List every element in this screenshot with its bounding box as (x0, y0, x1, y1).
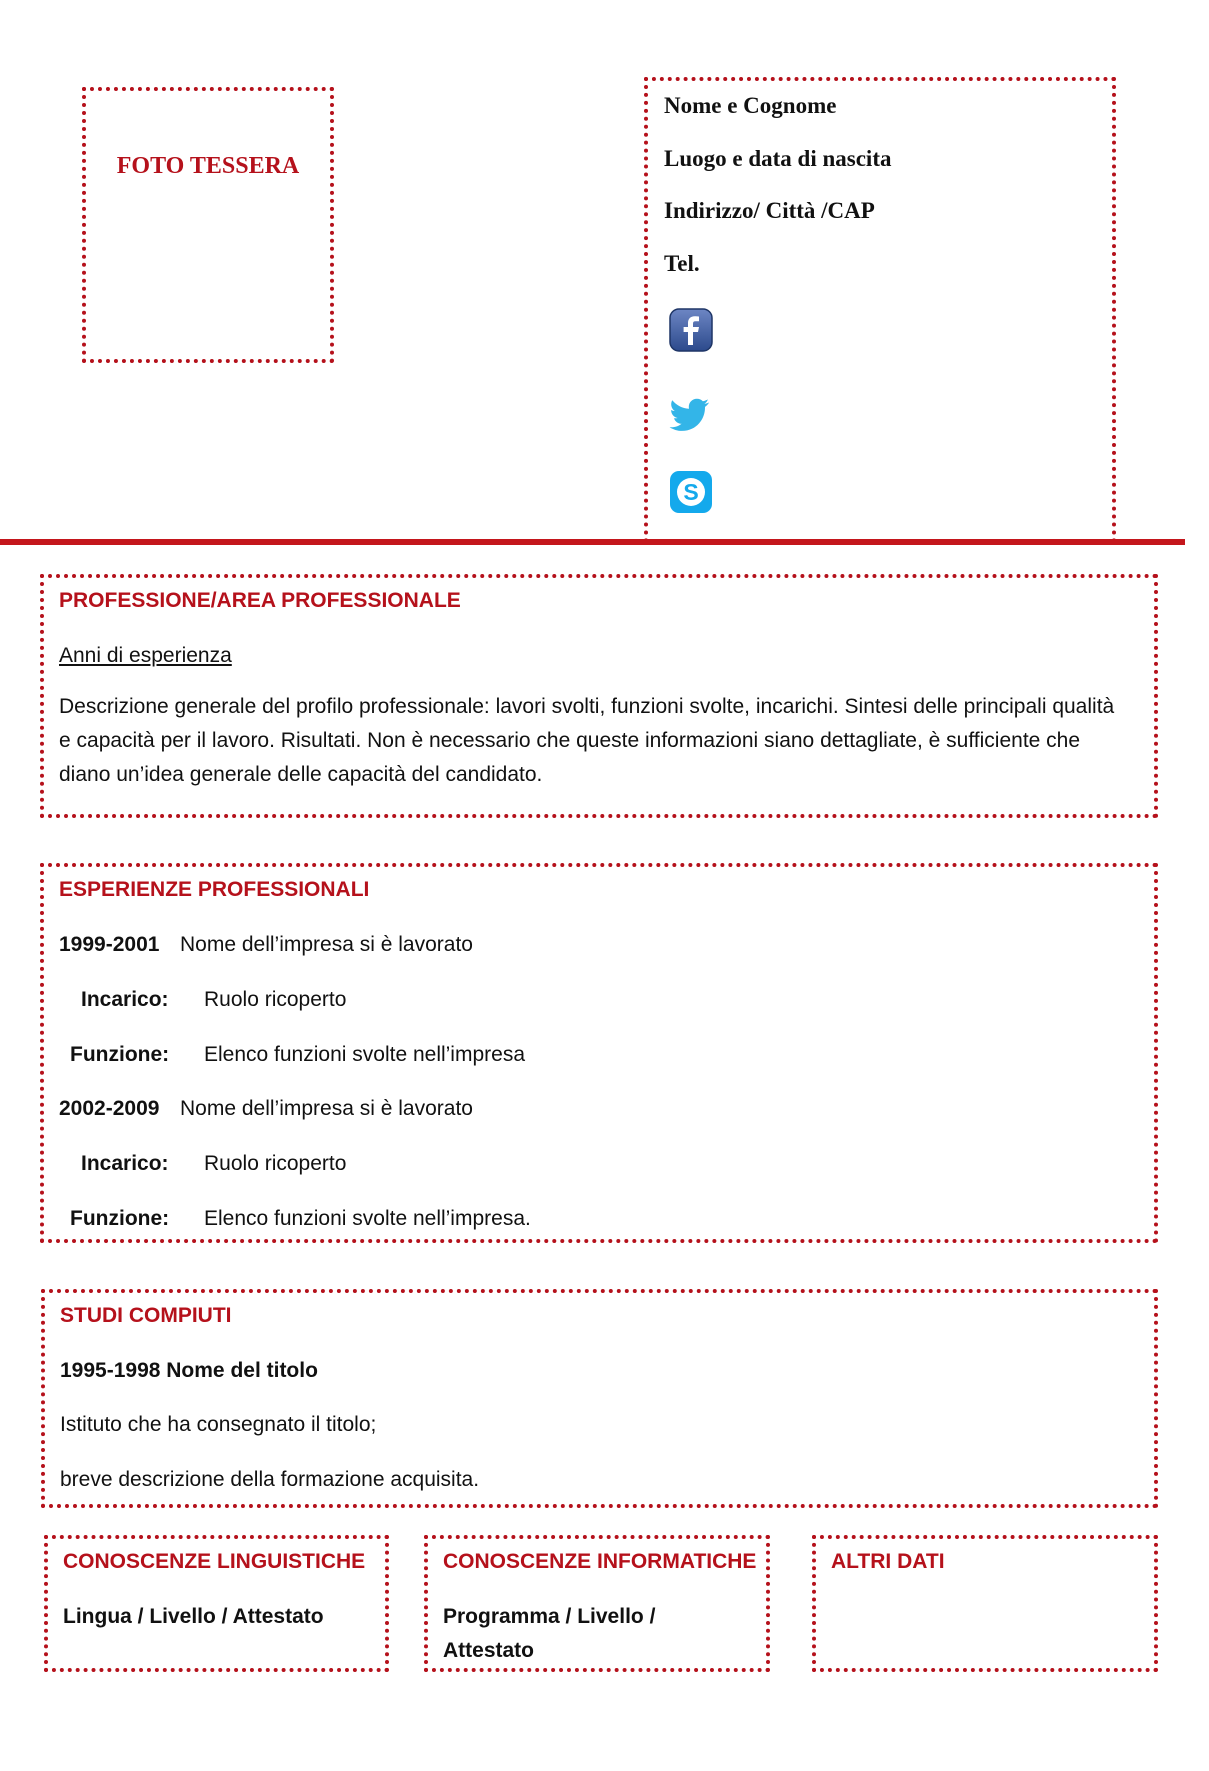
header-divider (0, 539, 1185, 545)
computer-content-line2: Attestato (443, 1639, 535, 1662)
studies-institute: Istituto che ha consegnato il titolo; (60, 1413, 377, 1436)
languages-title: CONOSCENZE LINGUISTICHE (63, 1550, 366, 1573)
studies-section (41, 1289, 1158, 1508)
skype-icon[interactable] (668, 469, 714, 515)
experience-years: Anni di esperienza (59, 644, 232, 667)
experience-years-2: 2002-2009 (59, 1097, 160, 1120)
contact-name: Nome e Cognome (664, 93, 837, 118)
experience-function-label-2: Funzione: (70, 1207, 170, 1230)
contact-address: Indirizzo/ Città /CAP (664, 198, 875, 223)
contact-birth: Luogo e data di nascita (664, 146, 892, 171)
photo-box (82, 87, 334, 363)
twitter-icon[interactable] (668, 391, 714, 437)
contact-phone: Tel. (664, 251, 700, 276)
computer-title: CONOSCENZE INFORMATICHE (443, 1550, 757, 1573)
experience-role-label-2: Incarico: (81, 1152, 169, 1175)
studies-description: breve descrizione della formazione acquisita. (60, 1468, 480, 1491)
experience-role-label-1: Incarico: (81, 988, 169, 1011)
experience-function-2: Elenco funzioni svolte nell’impresa. (204, 1207, 531, 1230)
profession-title: PROFESSIONE/AREA PROFESSIONALE (59, 589, 461, 612)
profession-section (40, 574, 1158, 818)
languages-section (44, 1535, 389, 1672)
studies-title: STUDI COMPIUTI (60, 1304, 232, 1327)
experience-role-1: Ruolo ricoperto (204, 988, 347, 1011)
svg-text:S: S (683, 479, 699, 505)
experience-company-1: Nome dell’impresa si è lavorato (180, 933, 473, 956)
photo-label: FOTO TESSERA (116, 153, 300, 179)
experience-function-1: Elenco funzioni svolte nell’impresa (204, 1043, 525, 1066)
experience-function-label-1: Funzione: (70, 1043, 170, 1066)
experience-company-2: Nome dell’impresa si è lavorato (180, 1097, 473, 1120)
experience-section (40, 863, 1158, 1243)
profession-description: Descrizione generale del profilo professionale: lavori svolti, funzioni svolte, incarichi. Sintesi delle principali qualità e capacità per il lavoro. Risultati. Non è necessario che queste informazioni siano dettagliate, è sufficiente che diano un’idea generale delle capacità del candidato. (59, 695, 1115, 786)
languages-content: Lingua / Livello / Attestato (63, 1605, 324, 1628)
computer-content-line1: Programma / Livello / (443, 1605, 656, 1628)
facebook-icon[interactable] (668, 307, 714, 353)
computer-section (424, 1535, 770, 1672)
studies-degree: 1995-1998 Nome del titolo (60, 1359, 318, 1382)
experience-years-1: 1999-2001 (59, 933, 160, 956)
other-section (812, 1535, 1158, 1672)
experience-title: ESPERIENZE PROFESSIONALI (59, 878, 370, 901)
experience-role-2: Ruolo ricoperto (204, 1152, 347, 1175)
other-title: ALTRI DATI (831, 1550, 945, 1573)
contact-box (644, 77, 1116, 543)
